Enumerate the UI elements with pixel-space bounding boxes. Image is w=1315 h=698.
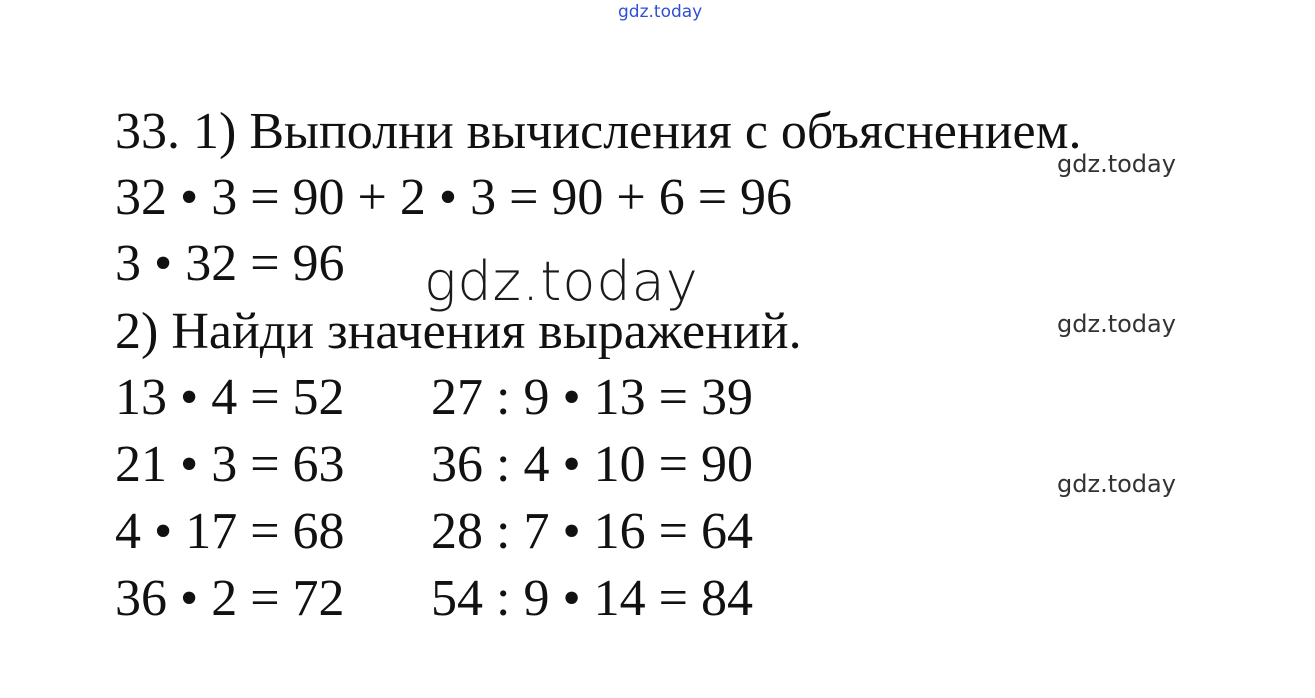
- watermark-side-1: gdz.today: [1057, 150, 1176, 178]
- watermark-side-3: gdz.today: [1057, 470, 1176, 498]
- expression-left: 4 • 17 = 68: [115, 503, 345, 560]
- expression-right: 36 : 4 • 10 = 90: [431, 436, 753, 493]
- expression-left: 36 • 2 = 72: [115, 570, 345, 627]
- expression-right: 28 : 7 • 16 = 64: [431, 503, 753, 560]
- part2-header: 2) Найди значения выражений.: [115, 303, 802, 360]
- task-header: 33. 1) Выполни вычисления с объяснением.: [115, 103, 1082, 160]
- expression-left: 21 • 3 = 63: [115, 436, 345, 493]
- watermark-side-2: gdz.today: [1057, 310, 1176, 338]
- watermark-big: gdz.today: [424, 250, 699, 313]
- expression-left: 13 • 4 = 52: [115, 369, 345, 426]
- expression-right: 54 : 9 • 14 = 84: [431, 570, 753, 627]
- expression-right: 27 : 9 • 13 = 39: [431, 369, 753, 426]
- calc-line-2: 3 • 32 = 96: [115, 235, 345, 292]
- calc-line-1: 32 • 3 = 90 + 2 • 3 = 90 + 6 = 96: [115, 169, 793, 226]
- watermark-top: gdz.today: [618, 2, 703, 22]
